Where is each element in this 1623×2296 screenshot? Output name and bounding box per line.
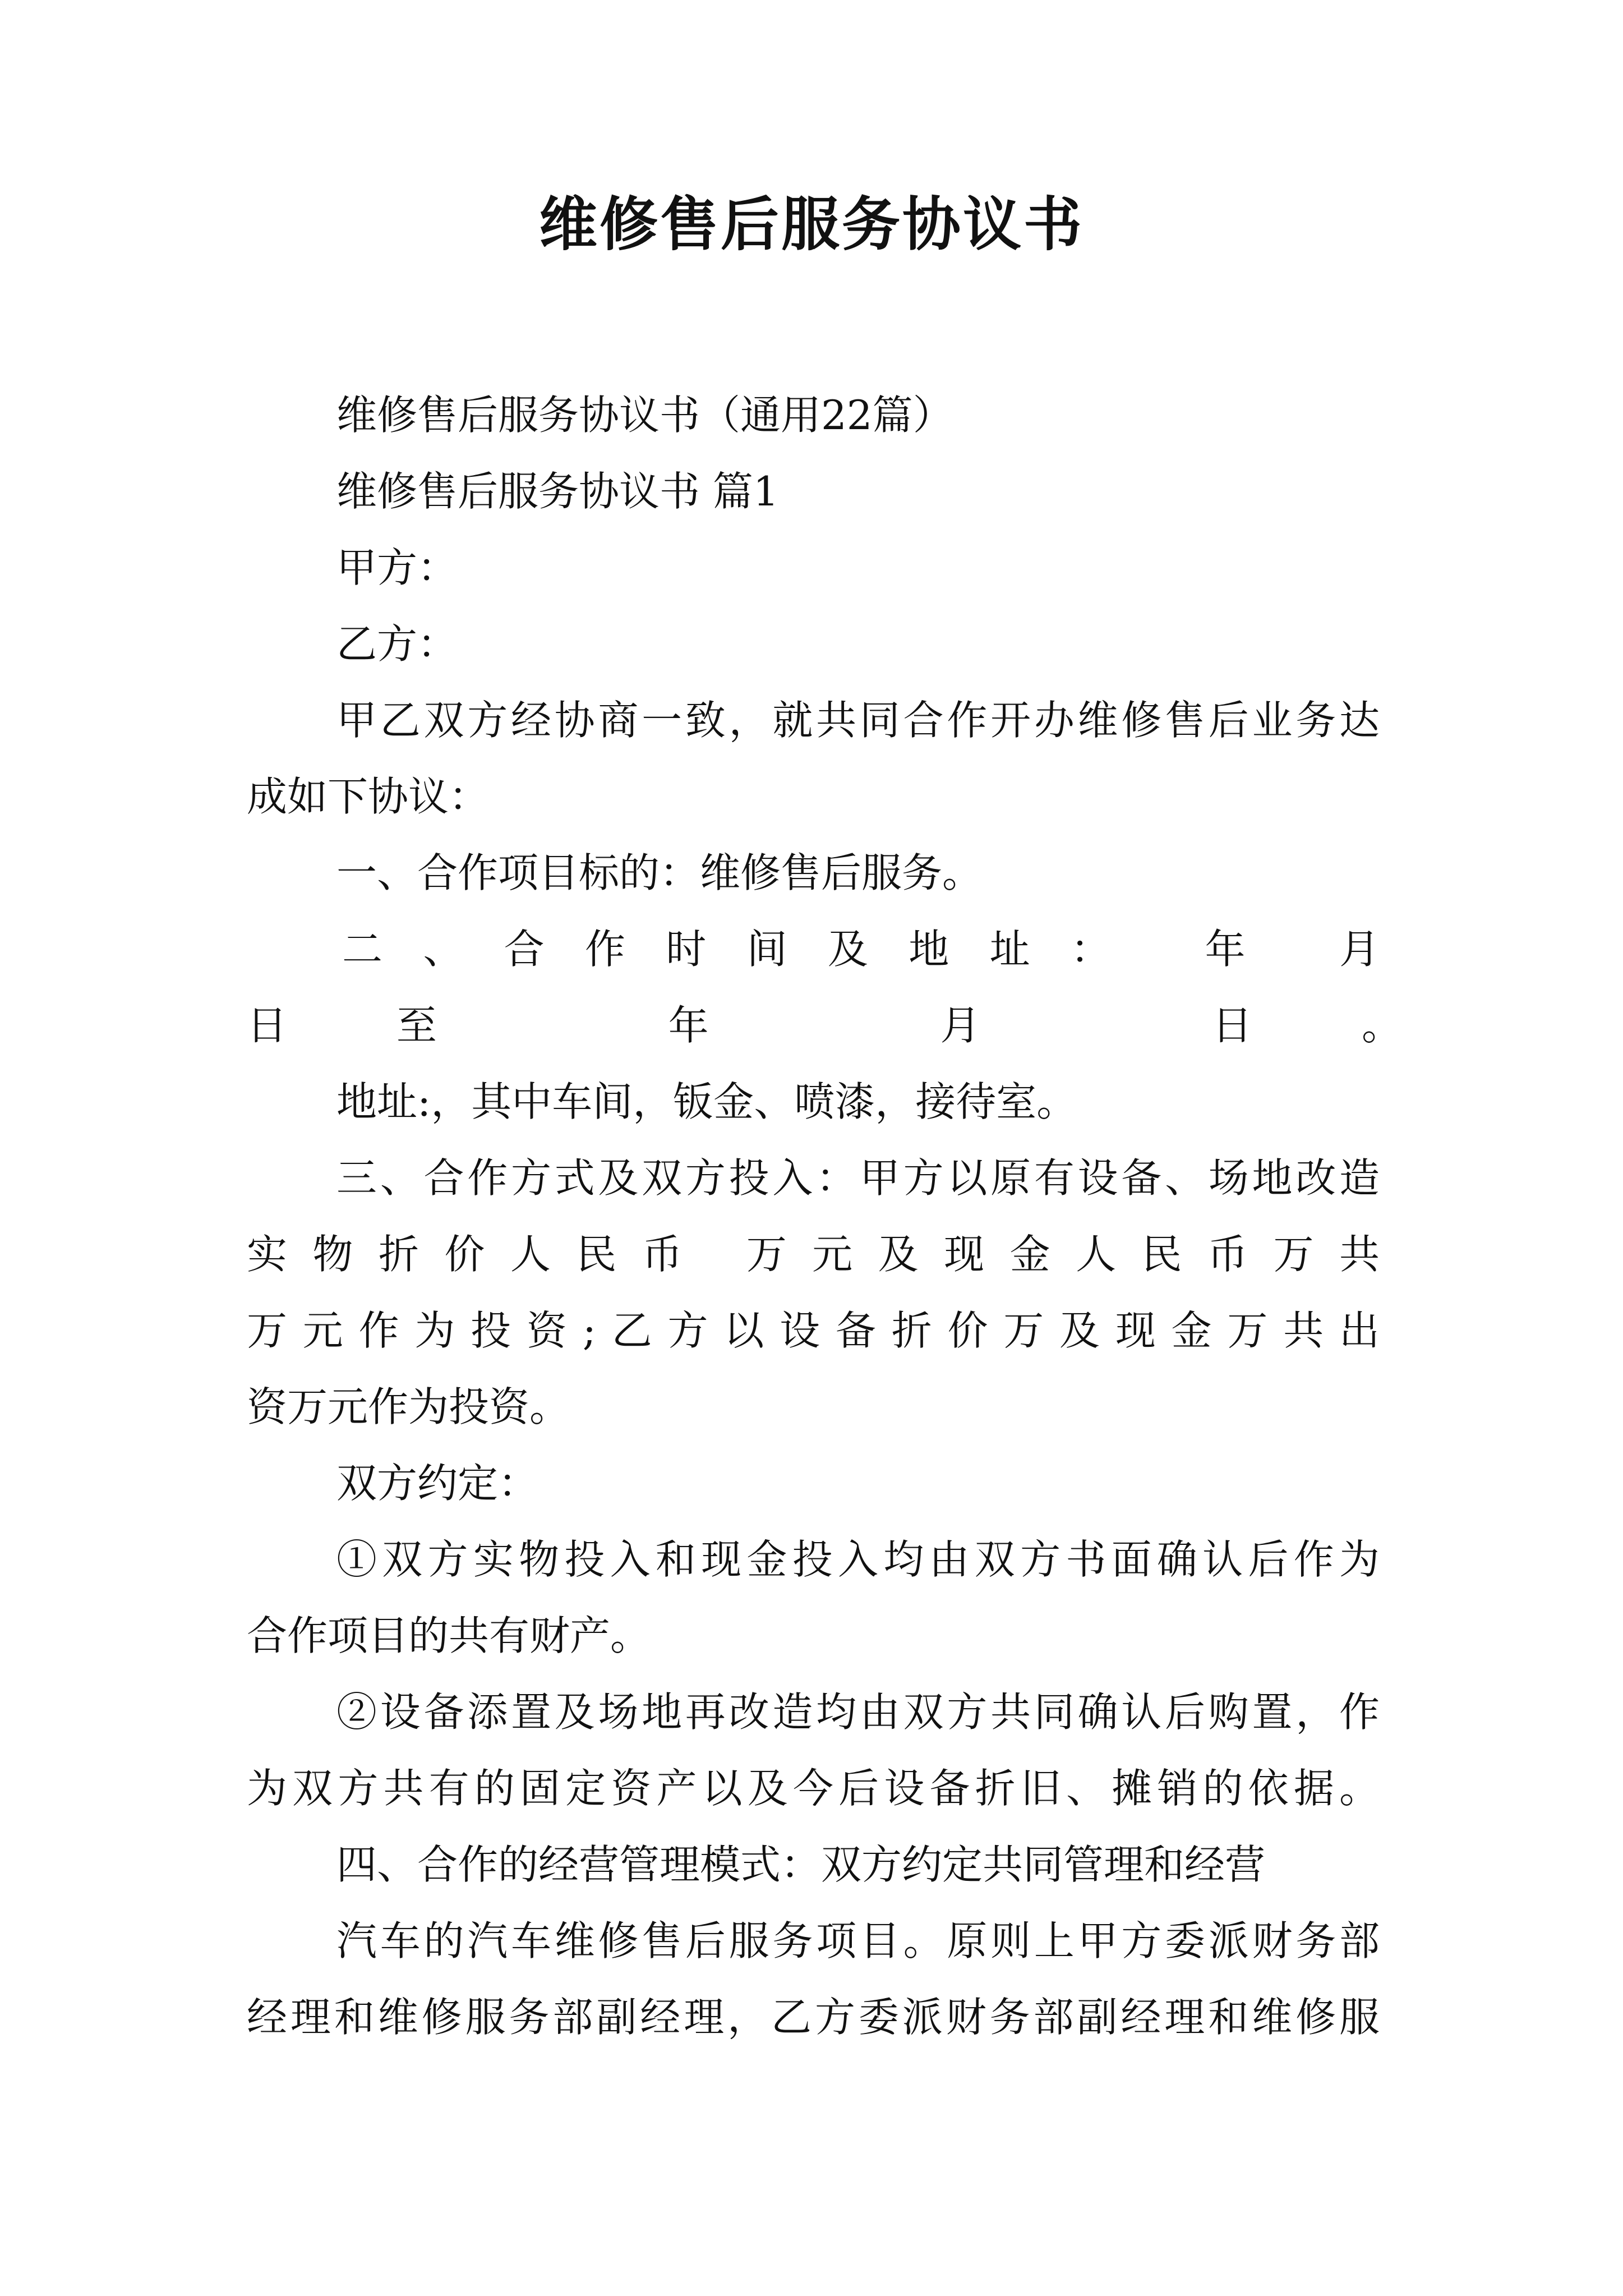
clause-line [336,1139,1380,1217]
date-unit-month: 月 [940,1002,1090,1049]
clause-line [336,1825,1380,1904]
clause-line [336,834,1380,912]
date-unit-day: 日。 [1212,1002,1402,1049]
clause-text: 一、合作项目标的：维修售后服务。 [336,849,983,896]
date-unit-year: 年 [668,1002,818,1049]
clause-text: 四、合作的经营管理模式：双方约定共同管理和经营 [336,1841,1266,1888]
section-heading [336,452,1380,531]
date-unit-day-to: 日至 [247,1002,546,1049]
clause-text: 三、合作方式及双方投入：甲方以原有设备、场地改造 [336,1154,1380,1202]
clause-text: 万元及现金人民币万共 [746,1231,1380,1278]
clause-line [247,1291,1380,1370]
clause-line [247,1215,1380,1294]
section-heading-text: 维修售后服务协议书 篇1 [336,468,779,515]
address-text: 地址:，其中车间，钣金、喷漆，接待室。 [336,1078,1077,1125]
subtitle-text: 维修售后服务协议书（通用22篇） [336,392,953,439]
address-line [336,1062,1380,1141]
paragraph-line [247,757,1380,836]
agreement-heading [336,1444,1380,1522]
clause-line [247,1368,1380,1446]
clause-line [336,1673,1380,1751]
clause-text: ②设备添置及场地再改造均由双方共同确认后购置，作 [336,1688,1380,1736]
date-unit-year: 年 [1205,926,1286,973]
clause-text: 合作项目的共有财产。 [247,1612,651,1659]
clause-text: 为双方共有的固定资产以及今后设备折旧、摊销的依据。 [247,1765,1380,1812]
clause-text: 资 [247,1383,288,1430]
document-title: 维修售后服务协议书 [538,190,1084,259]
clause-line [247,1978,1380,2056]
party-a-label: 甲方： [336,544,458,591]
subtitle-line [336,376,1380,454]
clause-line [342,910,1380,988]
agreement-heading-text: 双方约定： [336,1460,539,1507]
party-b-label: 乙方： [336,620,458,668]
clause-text: 汽车的汽车维修售后服务项目。原则上甲方委派财务部 [336,1917,1380,1964]
clause-text: 实物折价人民币 [247,1231,708,1278]
clause-line [247,986,1402,1065]
party-a-line [336,528,1380,607]
clause-text: 万元作为投资;乙方以设备折价万及现金万共出 [247,1307,1380,1354]
clause-line [247,1749,1380,1828]
clause-text: 万元作为投资。 [287,1383,570,1430]
clause-line [336,1520,1380,1599]
party-b-line [336,605,1380,683]
paragraph-text: 甲乙双方经协商一致，就共同合作开办维修售后业务达 [336,697,1380,744]
paragraph-text: 成如下协议： [247,773,490,820]
paragraph-line [336,681,1380,760]
date-unit-month: 月 [1339,926,1380,973]
clause-line [336,1902,1380,1980]
clause-text: 二、合作时间及地址： [342,926,1152,973]
clause-text: 经理和维修服务部副经理，乙方委派财务部副经理和维修服 [247,1994,1380,2041]
clause-text: ①双方实物投入和现金投入均由双方书面确认后作为 [336,1536,1380,1583]
clause-line [247,1596,1380,1675]
